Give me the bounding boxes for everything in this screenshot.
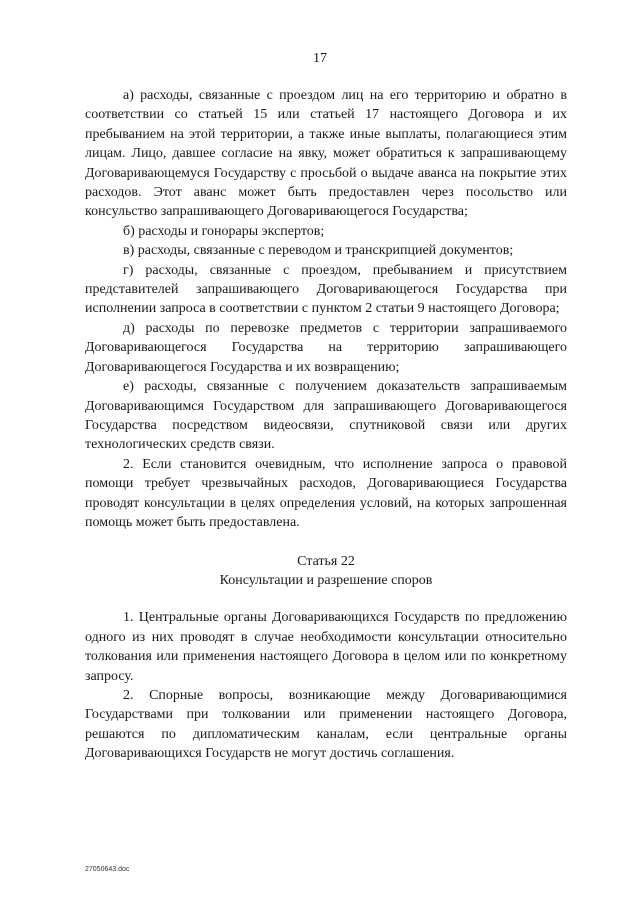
paragraph-expense-b: б) расходы и гонорары экспертов; [123, 223, 325, 239]
article-heading [85, 552, 567, 590]
article-number: Статья 22 [297, 554, 355, 570]
document-body [85, 86, 567, 764]
page-number: 17 [313, 51, 327, 66]
paragraph-expense-d: г) расходы, связанные с проездом, пребыванием и присутствием представителей запрашивающего Договаривающегося Государства при исполнении запроса в соответствии с пунктом 2 статьи 9 настоящего Договора; [85, 262, 567, 317]
paragraph-expense-a: а) расходы, связанные с проездом лиц на его территорию и обратно в соответствии со статьей 15 или статьей 17 настоящего Договора и их пребыванием на этой территории, а также иные выплаты, полагающиеся этим лицам. Лицо, давшее согласие на явку, может обратиться к запрашивающему Договаривающемуся Государству с просьбой о выдаче аванса на покрытие этих расходов. Этот аванс может быть предоставлен через посольство или консульство запрашивающего Договаривающегося Государства; [85, 88, 567, 220]
article-title: Консультации и разрешение споров [219, 573, 433, 589]
article-22-clause-2: 2. Спорные вопросы, возникающие между Договаривающимися Государствами при толковании или применении настоящего Договора, решаются по дипломатическим каналам, если центральные органы Договаривающихся Государств не могут достичь соглашения. [85, 687, 567, 762]
paragraph-expense-c: в) расходы, связанные с переводом и транскрипцией документов; [123, 243, 514, 259]
paragraph-expense-f: е) расходы, связанные с получением доказательств запрашиваемым Договаривающимся Государством для запрашивающего Договаривающегося Государства посредством видеосвязи, спутниковой связи или других технологических средств связи. [85, 379, 567, 453]
article-22-clause-1: 1. Центральные органы Договаривающихся Государств по предложению одного из них проводят в случае необходимости консультации относительно толкования или применения настоящего Договора в целом или по конкретному запросу. [85, 610, 567, 684]
paragraph-clause-2: 2. Если становится очевидным, что исполнение запроса о правовой помощи требует чрезвычайных расходов, Договаривающиеся Государства проводят консультации в целях определения условий, на которых запрошенная помощь может быть предоставлена. [85, 456, 567, 530]
file-name-footer: 27050643.doc [85, 866, 130, 873]
paragraph-expense-e: д) расходы по перевозке предметов с территории запрашиваемого Договаривающегося Государства на территорию запрашивающего Договаривающегося Государства и их возвращению; [85, 320, 567, 375]
